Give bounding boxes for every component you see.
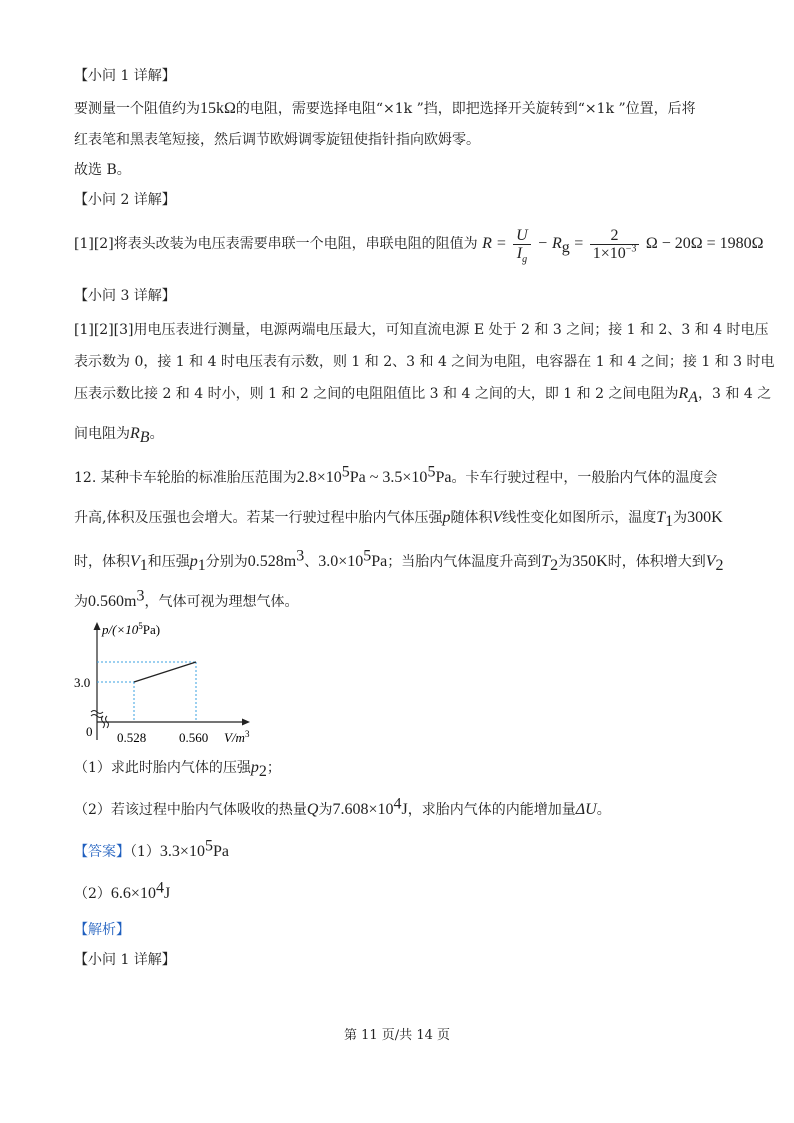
fraction-denominator [513,244,531,265]
subscript: 1 [665,512,674,530]
text: 线性变化如图所示，温度 [502,510,657,526]
answer-label: 【答案】 [74,844,130,860]
subscript: 1 [197,556,206,574]
pv-chart [74,620,294,750]
q1-line-2: 红表笔和黑表笔短接，然后调节欧姆调零旋钮使指针指向欧姆零。 [74,132,480,148]
math: V [130,553,140,570]
p12-line-1 [74,463,718,488]
exponent: 3 [296,547,305,565]
math: V [705,553,716,570]
text: 。 [596,802,611,818]
q3-line-1: [1][2][3]用电压表进行测量，电源两端电压最大，可知直流电源 E 处于 2 和 3 之间；接 1 和 2、3 和 4 时电压 [74,322,769,338]
x-axis-arrow [242,719,250,726]
math: 3.3×10 [159,843,205,860]
math: 7.608×10 [332,801,394,818]
exponent: 5 [204,837,213,855]
q2-line [74,224,764,264]
q3-line-4 [74,424,164,444]
subscript: 1 [139,556,148,574]
q3-line-3 [74,384,771,404]
q1-heading-2: 【小问 1 详解】 [74,952,176,968]
ra-symbol: R [678,385,689,402]
text: 为 [318,802,333,818]
y-tick-label-3-0: 3.0 [74,675,91,690]
text: 1×10 [592,244,626,262]
answer-line-2 [74,879,171,904]
math: 300K [687,509,723,526]
y-axis-label [101,621,160,637]
subscript: A [688,388,699,406]
text: 要测量一个阻值约为 [74,101,200,117]
ylabel-text: p/(×10 [102,622,139,637]
text: I [516,244,523,262]
origin-label: 0 [86,724,93,739]
text: 的电阻，需要选择电阻“×1k ”挡，即把选择开关旋转到“×1k ”位置，后将 [235,101,696,117]
p12-sub-1 [74,758,281,778]
text: ；当胎内气体温度升高到 [387,554,542,570]
rb-symbol: R [130,425,140,442]
text: ，求胎内气体的内能增加量 [407,802,576,818]
exponent: 5 [427,463,436,481]
series-line-p-v [134,662,196,682]
text: 。卡车行驶过程中，一般胎内气体的温度会 [451,470,718,486]
p12-sub-2 [74,795,611,820]
math: 350K [572,553,608,570]
fraction-numerator: U [513,227,531,245]
y-axis-arrow [94,622,101,630]
text: 为 [558,554,573,570]
x-tick-label-0-528: 0.528 [117,730,147,745]
text: （2）若该过程中胎内气体吸收的热量 [74,802,307,818]
math: Q [306,801,319,818]
p12-line-2 [74,508,723,528]
ylabel-tail: Pa) [142,622,161,637]
formula-lhs: R = [482,235,507,252]
math: 0.560m [88,593,137,610]
math: p [250,759,259,776]
math: T [541,553,551,570]
fraction-2-over [590,227,640,262]
text: （1） [130,844,160,860]
math: p [442,509,451,526]
math: Pa [212,843,229,860]
math: ΔU [575,801,597,818]
math: 6.6×10 [110,885,156,902]
x-axis-label [224,729,250,745]
text: 时，体积 [74,554,130,570]
p12-line-4 [74,587,299,612]
text: 分别为 [205,554,248,570]
text: [1][2]将表头改装为电压表需要串联一个电阻，串联电阻的阻值为 [74,236,478,252]
equals: = [574,235,584,252]
math: J [163,885,171,902]
math: Pa [371,553,388,570]
fraction-denominator [590,245,640,262]
text: 升高,体积及压强也会增大。若某一行驶过程中胎内气体压强 [74,510,443,526]
text: ，3 和 4 之 [698,386,772,402]
exponent: 5 [363,547,372,565]
ylabel-exponent: 5 [138,621,143,631]
text: 12. 某种卡车轮胎的标准胎压范围为 [74,470,297,486]
math: 3.0×10 [318,553,364,570]
math: V [492,509,503,526]
text: 间电阻为 [74,426,130,442]
subscript: g [561,238,570,256]
xlabel-text: V/m [224,730,245,745]
text: 压表示数比接 2 和 4 时小，则 1 和 2 之间的电阻阻值比 3 和 4 之间的大，即 1 和 2 之间电阻为 [74,386,679,402]
math: 0.528m [247,553,297,570]
q3-line-2: 表示数为 0，接 1 和 4 时电压表有示数，则 1 和 2、3 和 4 之间为电阻，电容器在 1 和 4 之间；接 1 和 3 时电 [74,354,775,370]
math: Pa [435,469,452,486]
q1-line-3: 故选 B。 [74,162,131,178]
exponent: 3 [136,587,145,605]
subscript: 2 [715,556,724,574]
text: ，气体可视为理想气体。 [144,594,299,610]
q1-heading: 【小问 1 详解】 [74,68,176,84]
exponent: 4 [155,879,164,897]
text: ； [266,760,281,776]
minus-rg: − R [537,235,562,252]
text: （1）求此时胎内气体的压强 [74,760,251,776]
q1-line-1 [74,99,696,119]
analysis-label: 【解析】 [74,922,130,938]
text: 时，体积增大到 [607,554,706,570]
text: 。 [149,426,164,442]
subscript: B [139,428,150,446]
formula-result: Ω − 20Ω = 1980Ω [645,235,764,252]
fraction-u-ig [513,226,531,265]
exponent: 5 [341,463,350,481]
fraction-numerator: 2 [590,227,640,245]
math: J [401,801,408,818]
subscript: 2 [550,556,559,574]
text: 、 [304,554,319,570]
math: Pa ~ 3.5×10 [349,469,428,486]
text: （2） [74,886,111,902]
subscript: 2 [258,762,267,780]
text: 随体积 [450,510,493,526]
q3-heading: 【小问 3 详解】 [74,288,176,304]
resistance-value: 15kΩ [200,100,236,117]
text: 为 [673,510,688,526]
q2-heading: 【小问 2 详解】 [74,192,176,208]
page-footer: 第 11 页/共 14 页 [344,1028,450,1043]
math: p [189,553,198,570]
math: 2.8×10 [296,469,342,486]
p12-line-3 [74,547,724,574]
exponent: 4 [393,795,402,813]
answer-line-1 [74,837,229,862]
exponent: −3 [625,243,637,255]
xlabel-exponent: 3 [244,729,250,739]
text: 和压强 [147,554,190,570]
subscript: g [522,253,528,265]
text: 为 [74,594,88,610]
x-tick-label-0-560: 0.560 [179,730,209,745]
math: T [656,509,666,526]
chart-marks [74,662,208,745]
